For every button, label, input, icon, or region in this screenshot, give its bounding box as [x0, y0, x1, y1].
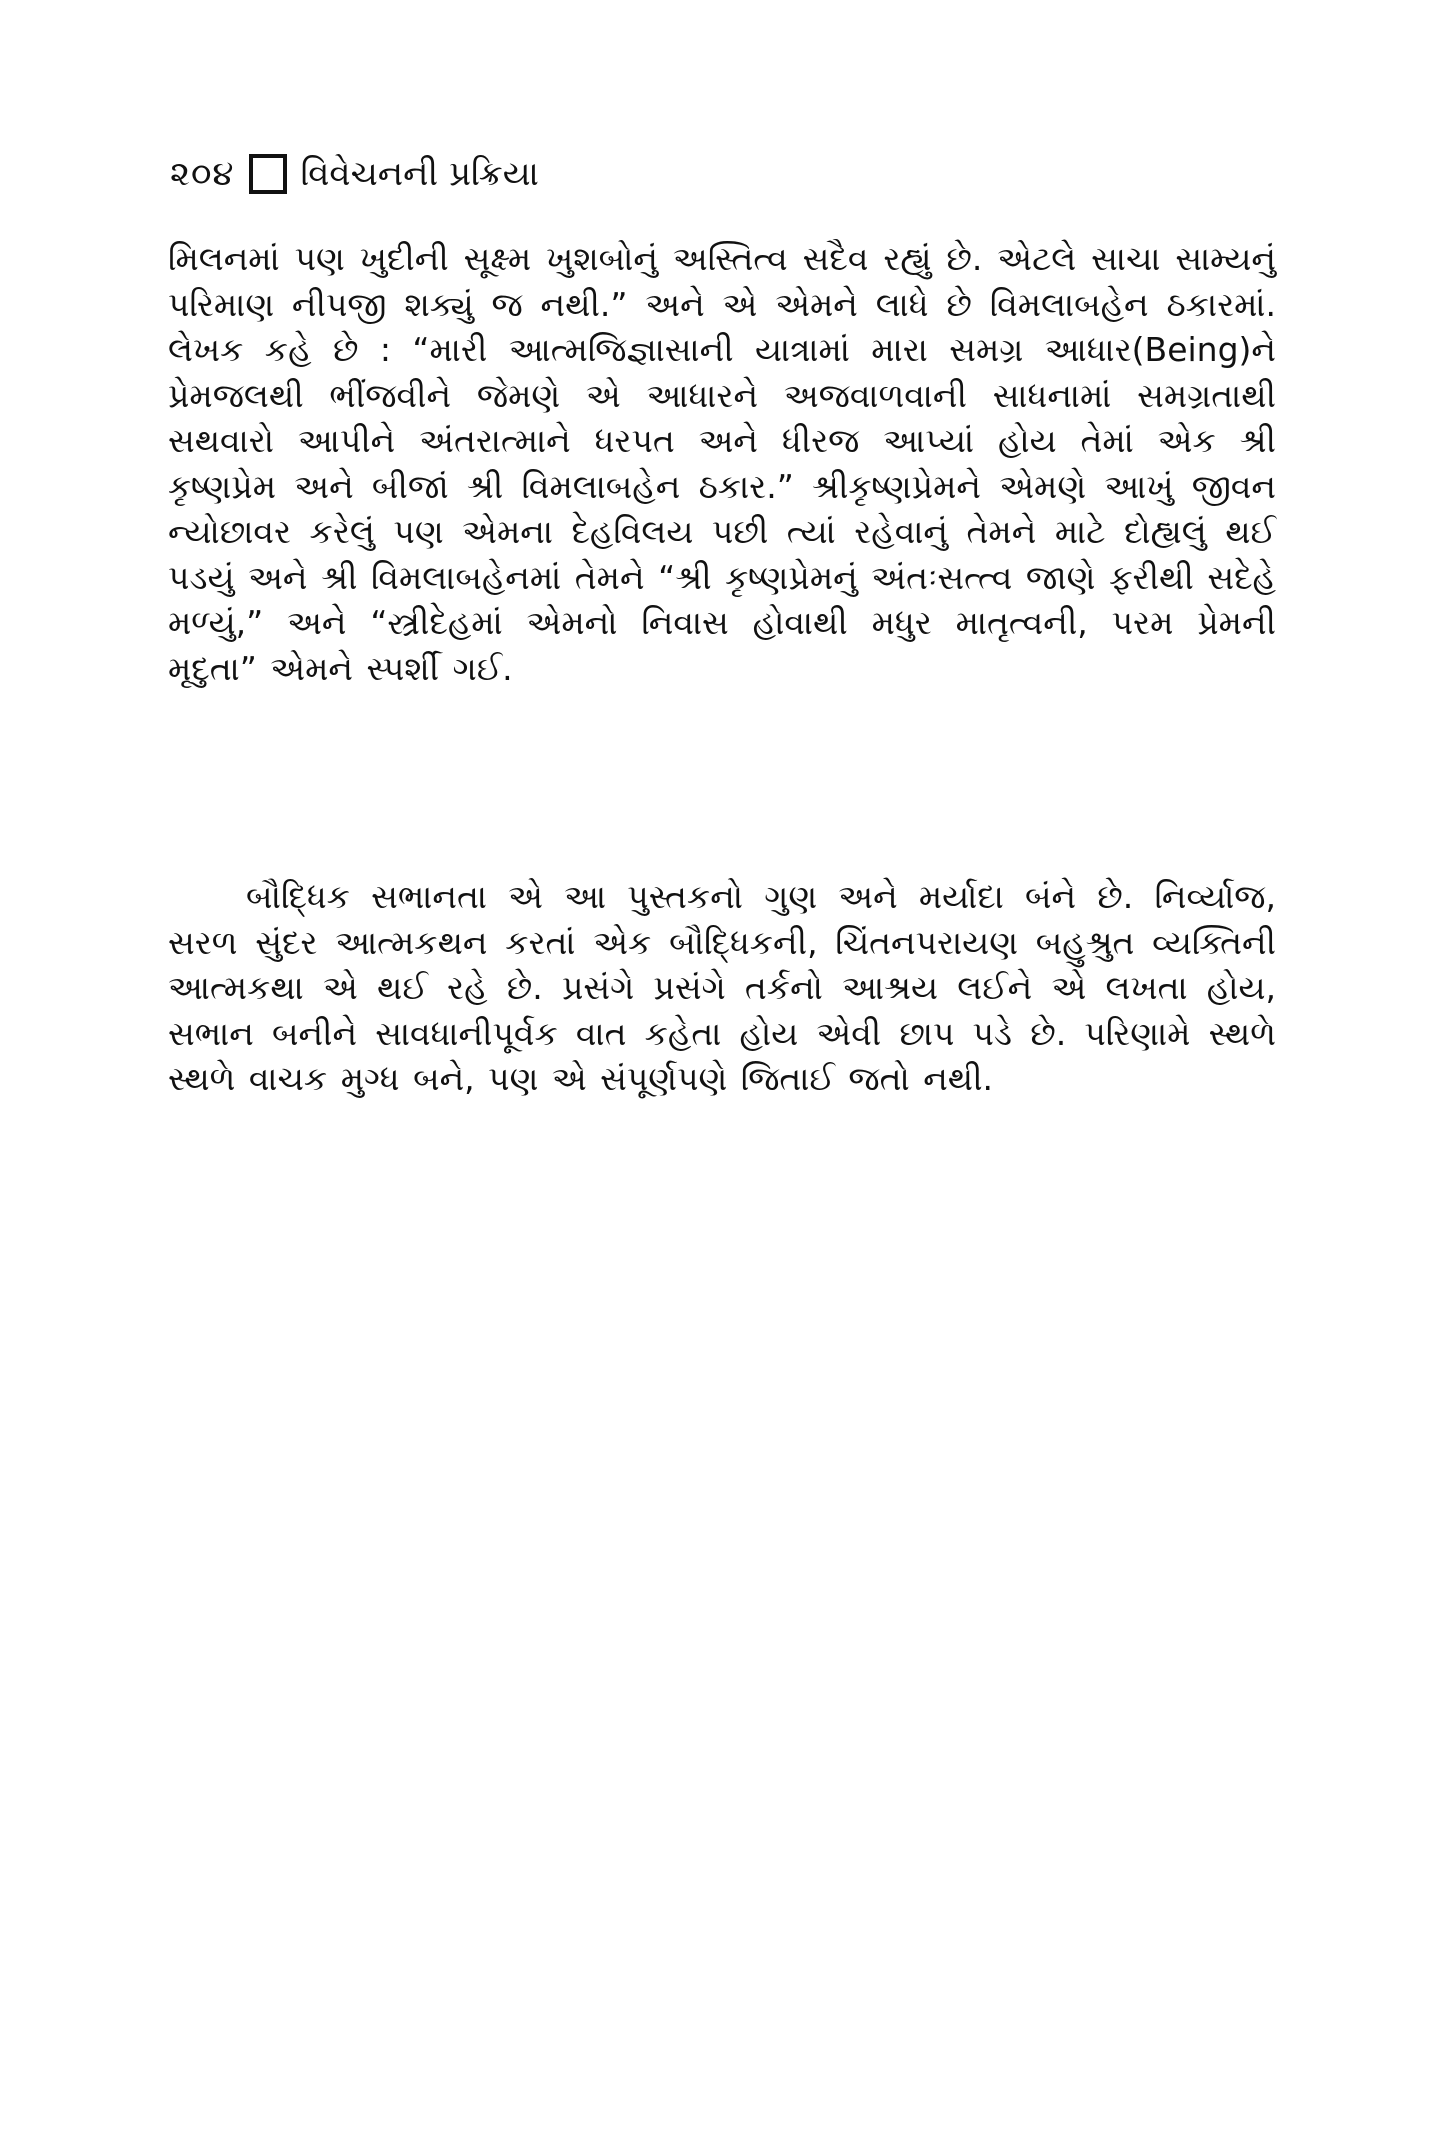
square-outline-icon — [249, 154, 287, 194]
paragraph-1: મિલનમાં પણ ખુદીની સૂક્ષ્મ ખુશબોનું અસ્તિત્વ સદૈવ રહ્યું છે. એટલે સાચા સામ્યનું પરિમાણ નીપજી શક્યું જ નથી.” અને એ એમને લાધે છે વિમલાબહેન ઠકારમાં. લેખક કહે છે : “મારી આત્મજિજ્ઞાસાની યાત્રામાં મારા સમગ્ર આધાર(Being)ને પ્રેમજલથી ભીંજવીને જેમણે એ આધારને અજવાળવાની સાધનામાં સમગ્રતાથી સથવારો આપીને અંતરાત્માને ધરપત અને ધીરજ આપ્યાં હોય તેમાં એક શ્રી કૃષ્ણપ્રેમ અને બીજાં શ્રી વિમલાબહેન ઠકાર.” શ્રીકૃષ્ણપ્રેમને એમણે આખું જીવન ન્યોછાવર કરેલું પણ એમના દેહવિલય પછી ત્યાં રહેવાનું તેમને માટે દોહ્યલું થઈ પડયું અને શ્રી વિમલાબહેનમાં તેમને “શ્રી કૃષ્ણપ્રેમનું અંતઃસત્ત્વ જાણે ફરીથી સદેહે મળ્યું,” અને “સ્ત્રીદેહમાં એમનો નિવાસ હોવાથી મધુર માતૃત્વની, પરમ પ્રેમની મૃદુતા” એમને સ્પર્શી ગઈ. — [168, 239, 1276, 688]
paragraph-2: બૌદ્ધિક સભાનતા એ આ પુસ્તકનો ગુણ અને મર્યાદા બંને છે. નિર્વ્યાજ, સરળ સુંદર આત્મકથન કરતાં એક બૌદ્ધિકની, ચિંતનપરાયણ બહુશ્રુત વ્યક્તિની આત્મકથા એ થઈ રહે છે. પ્રસંગે પ્રસંગે તર્કનો આશ્રય લઈને એ લખતા હોય, સભાન બનીને સાવધાનીપૂર્વક વાત કહેતા હોય એવી છાપ પડે છે. પરિણામે સ્થળે સ્થળે વાચક મુગ્ધ બને, પણ એ સંપૂર્ણપણે જિતાઈ જતો નથી. — [168, 877, 1276, 1098]
running-title: વિવેચનની પ્રક્રિયા — [300, 154, 539, 194]
page-header — [170, 148, 539, 200]
page-number: ૨૦૪ — [170, 154, 235, 194]
